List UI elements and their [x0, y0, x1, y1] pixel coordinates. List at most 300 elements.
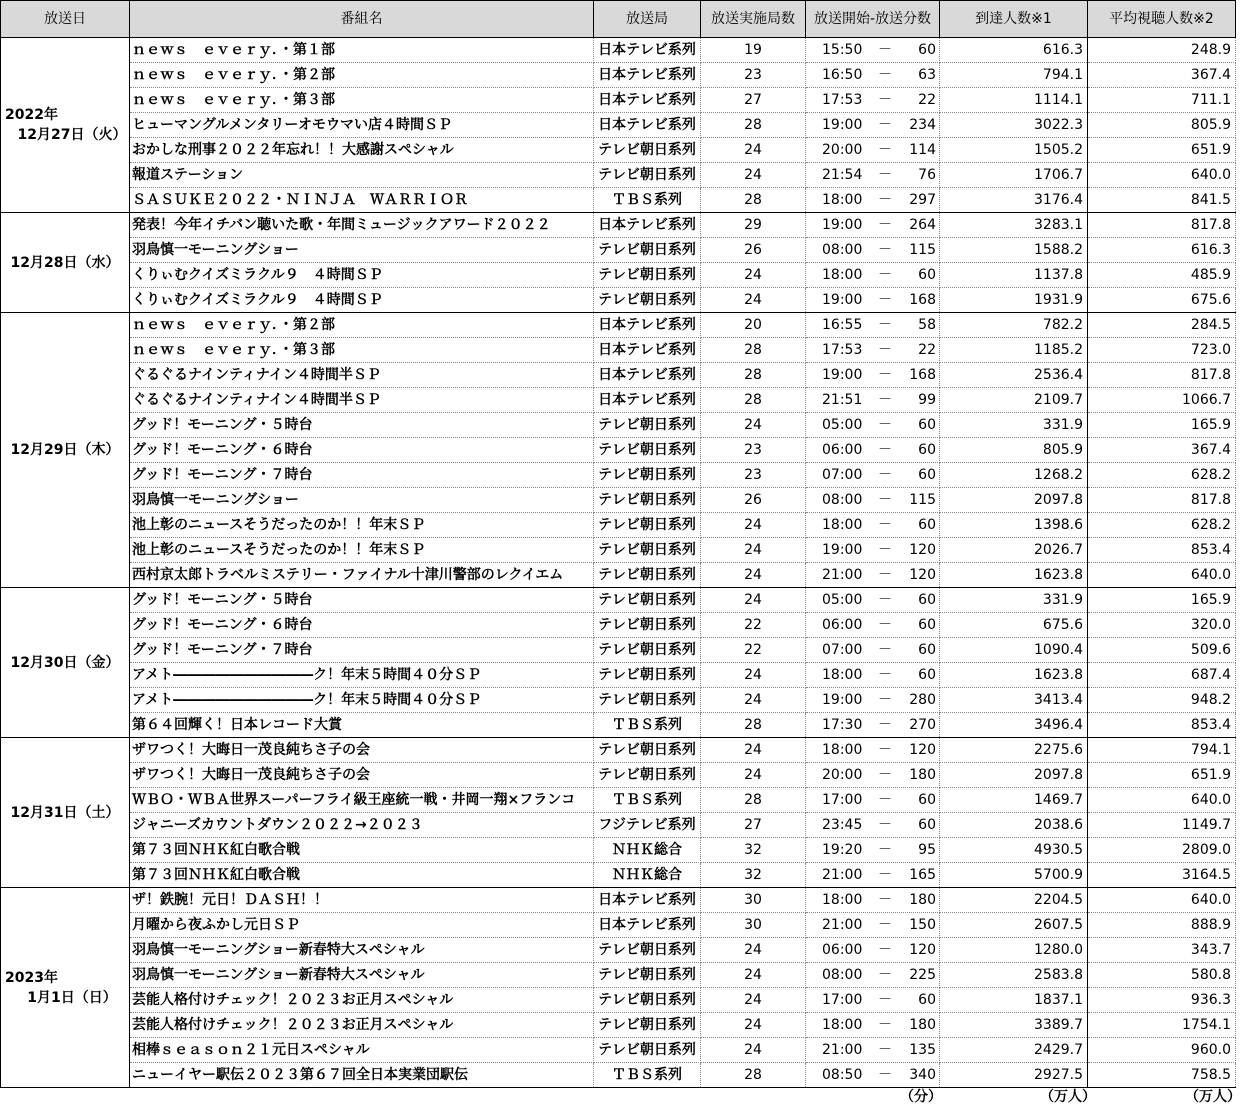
cell-reach[interactable]: 1398.6 [940, 513, 1088, 538]
cell-stations-count[interactable]: 30 [701, 888, 806, 913]
cell-station[interactable]: テレビ朝日系列 [594, 438, 701, 463]
cell-stations-count[interactable]: 27 [701, 88, 806, 113]
cell-program[interactable]: 西村京太郎トラベルミステリー・ファイナル十津川警部のレクイエム [130, 563, 594, 588]
cell-start-duration[interactable] [806, 138, 940, 163]
cell-station[interactable]: 日本テレビ系列 [594, 388, 701, 413]
start-time: 17:53 [822, 92, 863, 108]
cell-reach[interactable]: 3022.3 [940, 113, 1088, 138]
duration: 60 [918, 617, 936, 633]
cell-start-duration[interactable] [806, 913, 940, 938]
cell-date[interactable] [1, 313, 130, 588]
header-avg[interactable]: 平均視聴人数※2 [1088, 1, 1236, 38]
cell-station[interactable]: テレビ朝日系列 [594, 988, 701, 1013]
cell-reach[interactable]: 2204.5 [940, 888, 1088, 913]
start-time: 07:00 [822, 467, 863, 483]
date-line: 12月30日（金） [10, 654, 120, 671]
start-time: 19:20 [822, 842, 863, 858]
cell-program[interactable]: ｎｅｗｓ ｅｖｅｒｙ．・第２部 [130, 313, 594, 338]
cell-stations-count[interactable]: 26 [701, 238, 806, 263]
cell-avg[interactable]: 960.0 [1088, 1038, 1236, 1063]
cell-start-duration[interactable] [806, 188, 940, 213]
cell-stations-count[interactable]: 24 [701, 138, 806, 163]
cell-stations-count[interactable]: 22 [701, 613, 806, 638]
cell-reach[interactable]: 1268.2 [940, 463, 1088, 488]
cell-start-duration[interactable] [806, 663, 940, 688]
cell-reach[interactable]: 2109.7 [940, 388, 1088, 413]
date-line: 2023年 [5, 969, 58, 986]
cell-program[interactable]: 池上彰のニュースそうだったのか！！年末ＳＰ [130, 538, 594, 563]
cell-station[interactable]: 日本テレビ系列 [594, 63, 701, 88]
cell-start-duration[interactable] [806, 638, 940, 663]
cell-avg[interactable]: 794.1 [1088, 738, 1236, 763]
duration: 297 [909, 192, 936, 208]
duration: 22 [918, 342, 936, 358]
cell-reach[interactable]: 3176.4 [940, 188, 1088, 213]
start-time: 08:00 [822, 242, 863, 258]
cell-avg[interactable]: 758.5 [1088, 1063, 1236, 1088]
cell-date[interactable] [1, 588, 130, 738]
cell-stations-count[interactable]: 28 [701, 388, 806, 413]
cell-start-duration[interactable] [806, 463, 940, 488]
cell-program[interactable]: ぐるぐるナインティナイン４時間半ＳＰ [130, 388, 594, 413]
cell-avg[interactable]: 628.2 [1088, 513, 1236, 538]
cell-program[interactable]: 池上彰のニュースそうだったのか！！年末ＳＰ [130, 513, 594, 538]
cell-reach[interactable]: 2927.5 [940, 1063, 1088, 1088]
cell-avg[interactable]: 580.8 [1088, 963, 1236, 988]
cell-program[interactable]: グッド！モーニング・７時台 [130, 463, 594, 488]
cell-avg[interactable]: 509.6 [1088, 638, 1236, 663]
cell-program[interactable]: 羽鳥慎一モーニングショー新春特大スペシャル [130, 938, 594, 963]
cell-program[interactable]: 第７３回ＮＨＫ紅白歌合戦 [130, 838, 594, 863]
cell-program[interactable]: グッド！モーニング・７時台 [130, 638, 594, 663]
dash-separator: － [878, 242, 892, 258]
cell-stations-count[interactable]: 22 [701, 638, 806, 663]
cell-start-duration[interactable] [806, 438, 940, 463]
cell-reach[interactable]: 2275.6 [940, 738, 1088, 763]
cell-program[interactable]: アメト――――――――――ク！年末５時間４０分ＳＰ [130, 663, 594, 688]
cell-reach[interactable]: 5700.9 [940, 863, 1088, 888]
cell-program[interactable]: ザワつく！大晦日一茂良純ちさ子の会 [130, 763, 594, 788]
cell-program[interactable]: 羽鳥慎一モーニングショー [130, 488, 594, 513]
cell-avg[interactable]: 640.0 [1088, 163, 1236, 188]
cell-program[interactable]: ザワつく！大晦日一茂良純ちさ子の会 [130, 738, 594, 763]
cell-program[interactable]: 月曜から夜ふかし元日ＳＰ [130, 913, 594, 938]
table-row [1, 838, 1236, 863]
dash-separator: － [878, 567, 892, 583]
cell-start-duration[interactable] [806, 713, 940, 738]
cell-avg[interactable]: 2809.0 [1088, 838, 1236, 863]
cell-avg[interactable]: 817.8 [1088, 488, 1236, 513]
cell-program[interactable]: グッド！モーニング・５時台 [130, 413, 594, 438]
cell-reach[interactable]: 782.2 [940, 313, 1088, 338]
cell-reach[interactable]: 2026.7 [940, 538, 1088, 563]
cell-reach[interactable]: 1837.1 [940, 988, 1088, 1013]
cell-avg[interactable]: 936.3 [1088, 988, 1236, 1013]
cell-reach[interactable]: 1931.9 [940, 288, 1088, 313]
cell-reach[interactable]: 1137.8 [940, 263, 1088, 288]
cell-avg[interactable]: 248.9 [1088, 38, 1236, 63]
cell-station[interactable]: テレビ朝日系列 [594, 513, 701, 538]
cell-station[interactable]: ＴＢＳ系列 [594, 188, 701, 213]
cell-start-duration[interactable] [806, 88, 940, 113]
cell-stations-count[interactable]: 32 [701, 863, 806, 888]
cell-reach[interactable]: 3413.4 [940, 688, 1088, 713]
cell-avg[interactable]: 1149.7 [1088, 813, 1236, 838]
cell-stations-count[interactable]: 24 [701, 1013, 806, 1038]
cell-program[interactable]: 相棒ｓｅａｓｏｎ２１元日スペシャル [130, 1038, 594, 1063]
cell-stations-count[interactable]: 24 [701, 963, 806, 988]
cell-reach[interactable]: 675.6 [940, 613, 1088, 638]
cell-stations-count[interactable]: 27 [701, 813, 806, 838]
cell-reach[interactable]: 1280.0 [940, 938, 1088, 963]
cell-station[interactable]: テレビ朝日系列 [594, 413, 701, 438]
cell-program[interactable]: ｎｅｗｓ ｅｖｅｒｙ．・第２部 [130, 63, 594, 88]
cell-start-duration[interactable] [806, 863, 940, 888]
cell-program[interactable]: くりぃむクイズミラクル９ ４時間ＳＰ [130, 263, 594, 288]
cell-stations-count[interactable]: 24 [701, 263, 806, 288]
cell-avg[interactable]: 320.0 [1088, 613, 1236, 638]
cell-start-duration[interactable] [806, 213, 940, 238]
cell-reach[interactable]: 2429.7 [940, 1038, 1088, 1063]
cell-start-duration[interactable] [806, 563, 940, 588]
cell-reach[interactable]: 1090.4 [940, 638, 1088, 663]
cell-start-duration[interactable] [806, 263, 940, 288]
cell-station[interactable]: テレビ朝日系列 [594, 1038, 701, 1063]
start-time: 21:00 [822, 917, 863, 933]
cell-avg[interactable]: 817.8 [1088, 363, 1236, 388]
cell-avg[interactable]: 165.9 [1088, 588, 1236, 613]
cell-start-duration[interactable] [806, 988, 940, 1013]
cell-reach[interactable]: 2038.6 [940, 813, 1088, 838]
cell-avg[interactable]: 723.0 [1088, 338, 1236, 363]
start-time: 16:50 [822, 67, 863, 83]
cell-avg[interactable]: 284.5 [1088, 313, 1236, 338]
cell-reach[interactable]: 805.9 [940, 438, 1088, 463]
cell-start-duration[interactable] [806, 963, 940, 988]
cell-date[interactable] [1, 213, 130, 313]
cell-start-duration[interactable] [806, 113, 940, 138]
cell-reach[interactable]: 3496.4 [940, 713, 1088, 738]
cell-station[interactable]: テレビ朝日系列 [594, 663, 701, 688]
duration: 60 [918, 267, 936, 283]
cell-station[interactable]: テレビ朝日系列 [594, 588, 701, 613]
cell-program[interactable]: ＷＢＯ・ＷＢＡ世界スーパーフライ級王座統一戦・井岡一翔×フランコ [130, 788, 594, 813]
cell-program[interactable]: くりぃむクイズミラクル９ ４時間ＳＰ [130, 288, 594, 313]
cell-reach[interactable]: 2536.4 [940, 363, 1088, 388]
cell-start-duration[interactable] [806, 363, 940, 388]
cell-station[interactable]: テレビ朝日系列 [594, 463, 701, 488]
cell-station[interactable]: テレビ朝日系列 [594, 738, 701, 763]
cell-stations-count[interactable]: 24 [701, 1038, 806, 1063]
cell-start-duration[interactable] [806, 413, 940, 438]
cell-start-duration[interactable] [806, 1013, 940, 1038]
cell-stations-count[interactable]: 28 [701, 113, 806, 138]
cell-avg[interactable]: 853.4 [1088, 713, 1236, 738]
cell-avg[interactable]: 651.9 [1088, 138, 1236, 163]
cell-program[interactable]: ザ！鉄腕！元日！ＤＡＳＨ！！ [130, 888, 594, 913]
cell-start-duration[interactable] [806, 588, 940, 613]
cell-start-duration[interactable] [806, 1038, 940, 1063]
cell-reach[interactable]: 1114.1 [940, 88, 1088, 113]
cell-reach[interactable]: 1623.8 [940, 563, 1088, 588]
cell-stations-count[interactable]: 20 [701, 313, 806, 338]
duration: 60 [918, 467, 936, 483]
cell-stations-count[interactable]: 28 [701, 788, 806, 813]
cell-stations-count[interactable]: 29 [701, 213, 806, 238]
cell-stations-count[interactable]: 24 [701, 763, 806, 788]
cell-station[interactable]: テレビ朝日系列 [594, 763, 701, 788]
cell-station[interactable]: 日本テレビ系列 [594, 363, 701, 388]
cell-start-duration[interactable] [806, 838, 940, 863]
cell-reach[interactable]: 2097.8 [940, 763, 1088, 788]
cell-stations-count[interactable]: 28 [701, 363, 806, 388]
cell-start-duration[interactable] [806, 313, 940, 338]
cell-avg[interactable]: 367.4 [1088, 63, 1236, 88]
cell-start-duration[interactable] [806, 788, 940, 813]
cell-station[interactable]: テレビ朝日系列 [594, 563, 701, 588]
cell-station[interactable]: 日本テレビ系列 [594, 313, 701, 338]
cell-avg[interactable]: 711.1 [1088, 88, 1236, 113]
cell-program[interactable]: 羽鳥慎一モーニングショー新春特大スペシャル [130, 963, 594, 988]
cell-stations-count[interactable]: 24 [701, 513, 806, 538]
cell-reach[interactable]: 331.9 [940, 588, 1088, 613]
cell-avg[interactable]: 651.9 [1088, 763, 1236, 788]
cell-program[interactable]: ＳＡＳＵＫＥ２０２２・ＮＩＮＪＡ ＷＡＲＲＩＯＲ [130, 188, 594, 213]
cell-station[interactable]: ＮＨＫ総合 [594, 838, 701, 863]
cell-start-duration[interactable] [806, 888, 940, 913]
cell-program[interactable]: おかしな刑事２０２２年忘れ！！大感謝スペシャル [130, 138, 594, 163]
cell-avg[interactable]: 628.2 [1088, 463, 1236, 488]
cell-start-duration[interactable] [806, 813, 940, 838]
cell-program[interactable]: 第７３回ＮＨＫ紅白歌合戦 [130, 863, 594, 888]
cell-reach[interactable]: 2097.8 [940, 488, 1088, 513]
cell-stations-count[interactable]: 24 [701, 663, 806, 688]
cell-stations-count[interactable]: 24 [701, 588, 806, 613]
cell-avg[interactable]: 367.4 [1088, 438, 1236, 463]
cell-station[interactable]: テレビ朝日系列 [594, 613, 701, 638]
cell-station[interactable]: 日本テレビ系列 [594, 913, 701, 938]
cell-station[interactable]: テレビ朝日系列 [594, 638, 701, 663]
cell-station[interactable]: ＴＢＳ系列 [594, 788, 701, 813]
cell-station[interactable]: 日本テレビ系列 [594, 888, 701, 913]
cell-date[interactable] [1, 38, 130, 213]
cell-avg[interactable]: 888.9 [1088, 913, 1236, 938]
cell-start-duration[interactable] [806, 38, 940, 63]
cell-avg[interactable]: 675.6 [1088, 288, 1236, 313]
cell-station[interactable]: 日本テレビ系列 [594, 88, 701, 113]
cell-station[interactable]: フジテレビ系列 [594, 813, 701, 838]
cell-date[interactable] [1, 888, 130, 1088]
cell-avg[interactable]: 1754.1 [1088, 1013, 1236, 1038]
duration: 135 [909, 1042, 936, 1058]
cell-date[interactable] [1, 738, 130, 888]
cell-program[interactable]: 羽鳥慎一モーニングショー [130, 238, 594, 263]
cell-start-duration[interactable] [806, 763, 940, 788]
cell-stations-count[interactable]: 24 [701, 563, 806, 588]
cell-start-duration[interactable] [806, 338, 940, 363]
table-row [1, 663, 1236, 688]
cell-start-duration[interactable] [806, 613, 940, 638]
cell-station[interactable]: テレビ朝日系列 [594, 488, 701, 513]
cell-start-duration[interactable] [806, 538, 940, 563]
cell-reach[interactable]: 1623.8 [940, 663, 1088, 688]
cell-program[interactable]: ニューイヤー駅伝２０２３第６７回全日本実業団駅伝 [130, 1063, 594, 1088]
cell-start-duration[interactable] [806, 688, 940, 713]
cell-program[interactable]: 芸能人格付けチェック！２０２３お正月スペシャル [130, 1013, 594, 1038]
cell-start-duration[interactable] [806, 938, 940, 963]
cell-avg[interactable]: 687.4 [1088, 663, 1236, 688]
cell-avg[interactable]: 640.0 [1088, 563, 1236, 588]
cell-avg[interactable]: 1066.7 [1088, 388, 1236, 413]
cell-station[interactable]: ＮＨＫ総合 [594, 863, 701, 888]
dash-separator: － [878, 292, 892, 308]
duration: 76 [918, 167, 936, 183]
cell-stations-count[interactable]: 28 [701, 1063, 806, 1088]
cell-reach[interactable]: 1505.2 [940, 138, 1088, 163]
header-date[interactable]: 放送日 [1, 1, 130, 38]
cell-start-duration[interactable] [806, 163, 940, 188]
cell-reach[interactable]: 1469.7 [940, 788, 1088, 813]
start-time: 20:00 [822, 767, 863, 783]
header-program[interactable]: 番組名 [130, 1, 594, 38]
cell-reach[interactable]: 616.3 [940, 38, 1088, 63]
cell-reach[interactable]: 3283.1 [940, 213, 1088, 238]
cell-reach[interactable]: 1588.2 [940, 238, 1088, 263]
dash-separator: － [878, 767, 892, 783]
cell-start-duration[interactable] [806, 288, 940, 313]
header-stations-count[interactable]: 放送実施局数 [701, 1, 806, 38]
cell-avg[interactable]: 640.0 [1088, 788, 1236, 813]
cell-program[interactable]: ジャニーズカウントダウン２０２２→２０２３ [130, 813, 594, 838]
cell-station[interactable]: テレビ朝日系列 [594, 163, 701, 188]
cell-station[interactable]: テレビ朝日系列 [594, 938, 701, 963]
cell-program[interactable]: グッド！モーニング・６時台 [130, 613, 594, 638]
cell-avg[interactable]: 817.8 [1088, 213, 1236, 238]
cell-avg[interactable]: 640.0 [1088, 888, 1236, 913]
cell-program[interactable]: 発表！今年イチバン聴いた歌・年間ミュージックアワード２０２２ [130, 213, 594, 238]
cell-stations-count[interactable]: 32 [701, 838, 806, 863]
cell-reach[interactable]: 2583.8 [940, 963, 1088, 988]
date-line: 1月1日（日） [13, 989, 117, 1006]
cell-station[interactable]: テレビ朝日系列 [594, 688, 701, 713]
cell-stations-count[interactable]: 24 [701, 938, 806, 963]
cell-station[interactable]: 日本テレビ系列 [594, 38, 701, 63]
cell-start-duration[interactable] [806, 238, 940, 263]
cell-program[interactable]: 芸能人格付けチェック！２０２３お正月スペシャル [130, 988, 594, 1013]
cell-avg[interactable]: 841.5 [1088, 188, 1236, 213]
cell-reach[interactable]: 4930.5 [940, 838, 1088, 863]
header-reach[interactable]: 到達人数※1 [940, 1, 1088, 38]
header-start-duration[interactable]: 放送開始-放送分数 [806, 1, 940, 38]
start-time: 15:50 [822, 42, 863, 58]
cell-stations-count[interactable]: 24 [701, 688, 806, 713]
cell-start-duration[interactable] [806, 1063, 940, 1088]
cell-station[interactable]: テレビ朝日系列 [594, 538, 701, 563]
cell-program[interactable]: ｎｅｗｓ ｅｖｅｒｙ．・第３部 [130, 338, 594, 363]
cell-start-duration[interactable] [806, 738, 940, 763]
duration: 60 [918, 417, 936, 433]
cell-reach[interactable]: 1706.7 [940, 163, 1088, 188]
cell-stations-count[interactable]: 26 [701, 488, 806, 513]
cell-stations-count[interactable]: 24 [701, 163, 806, 188]
cell-avg[interactable]: 948.2 [1088, 688, 1236, 713]
cell-station[interactable]: テレビ朝日系列 [594, 963, 701, 988]
cell-reach[interactable]: 794.1 [940, 63, 1088, 88]
cell-reach[interactable]: 1185.2 [940, 338, 1088, 363]
cell-start-duration[interactable] [806, 488, 940, 513]
cell-stations-count[interactable]: 24 [701, 288, 806, 313]
cell-stations-count[interactable]: 23 [701, 463, 806, 488]
cell-reach[interactable]: 3389.7 [940, 1013, 1088, 1038]
cell-program[interactable]: グッド！モーニング・５時台 [130, 588, 594, 613]
cell-station[interactable]: 日本テレビ系列 [594, 338, 701, 363]
cell-avg[interactable]: 805.9 [1088, 113, 1236, 138]
cell-reach[interactable]: 331.9 [940, 413, 1088, 438]
cell-avg[interactable]: 3164.5 [1088, 863, 1236, 888]
cell-stations-count[interactable]: 23 [701, 438, 806, 463]
date-line: 2022年 [5, 107, 58, 123]
cell-avg[interactable]: 343.7 [1088, 938, 1236, 963]
cell-stations-count[interactable]: 24 [701, 738, 806, 763]
table-row [1, 288, 1236, 313]
cell-stations-count[interactable]: 23 [701, 63, 806, 88]
dash-separator: － [878, 667, 892, 683]
duration: 264 [909, 217, 936, 233]
cell-avg[interactable]: 165.9 [1088, 413, 1236, 438]
cell-start-duration[interactable] [806, 63, 940, 88]
cell-stations-count[interactable]: 28 [701, 713, 806, 738]
cell-station[interactable]: ＴＢＳ系列 [594, 1063, 701, 1088]
cell-program[interactable]: 報道ステーション [130, 163, 594, 188]
cell-avg[interactable]: 485.9 [1088, 263, 1236, 288]
duration: 165 [909, 867, 936, 883]
cell-program[interactable]: グッド！モーニング・６時台 [130, 438, 594, 463]
cell-program[interactable]: アメト――――――――――ク！年末５時間４０分ＳＰ [130, 688, 594, 713]
cell-stations-count[interactable]: 24 [701, 413, 806, 438]
cell-program[interactable]: ぐるぐるナインティナイン４時間半ＳＰ [130, 363, 594, 388]
cell-stations-count[interactable]: 19 [701, 38, 806, 63]
table-row [1, 513, 1236, 538]
start-time: 05:00 [822, 592, 863, 608]
cell-stations-count[interactable]: 30 [701, 913, 806, 938]
cell-reach[interactable]: 2607.5 [940, 913, 1088, 938]
cell-program[interactable]: 第６４回輝く！日本レコード大賞 [130, 713, 594, 738]
cell-program[interactable]: ヒューマングルメンタリーオモウマい店４時間ＳＰ [130, 113, 594, 138]
cell-station[interactable]: ＴＢＳ系列 [594, 713, 701, 738]
cell-stations-count[interactable]: 24 [701, 988, 806, 1013]
cell-station[interactable]: テレビ朝日系列 [594, 238, 701, 263]
cell-station[interactable]: 日本テレビ系列 [594, 213, 701, 238]
cell-start-duration[interactable] [806, 513, 940, 538]
cell-station[interactable]: 日本テレビ系列 [594, 113, 701, 138]
cell-avg[interactable]: 853.4 [1088, 538, 1236, 563]
cell-station[interactable]: テレビ朝日系列 [594, 263, 701, 288]
dash-separator: － [878, 942, 892, 958]
cell-program[interactable]: ｎｅｗｓ ｅｖｅｒｙ．・第１部 [130, 38, 594, 63]
cell-program[interactable]: ｎｅｗｓ ｅｖｅｒｙ．・第３部 [130, 88, 594, 113]
cell-stations-count[interactable]: 24 [701, 538, 806, 563]
cell-avg[interactable]: 616.3 [1088, 238, 1236, 263]
header-station[interactable]: 放送局 [594, 1, 701, 38]
cell-start-duration[interactable] [806, 388, 940, 413]
cell-stations-count[interactable]: 28 [701, 338, 806, 363]
cell-stations-count[interactable]: 28 [701, 188, 806, 213]
dash-separator: － [878, 542, 892, 558]
cell-station[interactable]: テレビ朝日系列 [594, 1013, 701, 1038]
duration: 234 [909, 117, 936, 133]
cell-station[interactable]: テレビ朝日系列 [594, 288, 701, 313]
cell-station[interactable]: テレビ朝日系列 [594, 138, 701, 163]
